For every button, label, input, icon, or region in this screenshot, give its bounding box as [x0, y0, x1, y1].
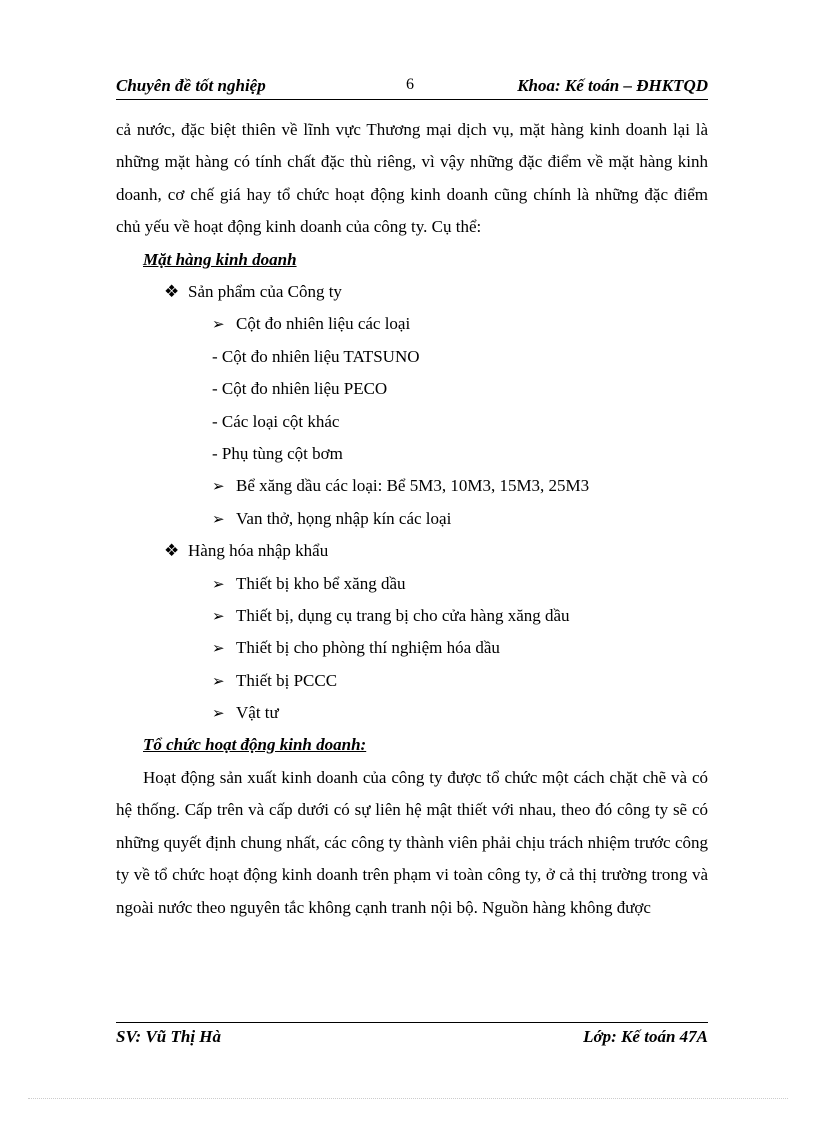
header-faculty: Khoa: Kế toán – ĐHKTQD [517, 76, 708, 95]
list-item-text: Bể xăng dầu các loại: Bể 5M3, 10M3, 15M3, 25M3 [236, 476, 590, 496]
arrow-bullet-icon: ➢ [212, 576, 225, 593]
arrow-bullet-icon: ➢ [212, 673, 225, 690]
list-item-text: Vật tư [236, 703, 279, 723]
list-item-text: - Phụ tùng cột bơm [212, 443, 343, 463]
group-products [116, 276, 708, 308]
group-label: Sản phẩm của Công ty [188, 282, 342, 302]
page-number: 6 [406, 76, 414, 93]
list-item [116, 308, 708, 340]
list-item [116, 470, 708, 502]
header-thesis-title: Chuyên đề tốt nghiệp [116, 76, 266, 95]
list-item-text: Thiết bị PCCC [236, 670, 338, 690]
arrow-bullet-icon: ➢ [212, 317, 225, 334]
group-imports [116, 535, 708, 567]
list-item-text: - Các loại cột khác [212, 411, 340, 431]
list-item [116, 406, 708, 438]
organization-paragraph: Hoạt động sản xuất kinh doanh của công ty được tổ chức một cách chặt chẽ và có hệ thống. Cấp trên và cấp dưới có sự liên hệ mật thiết với nhau, theo đó công ty sẽ có những quyết định chung nhất, các công ty thành viên phải chịu trách nhiệm trước công ty về tổ chức hoạt động kinh doanh trên phạm vi toàn công ty, ở cả thị trường trong và ngoài nước theo nguyên tắc không cạnh tranh nội bộ. Nguồn hàng không được [116, 767, 708, 917]
arrow-bullet-icon: ➢ [212, 511, 225, 528]
list-item-text: Cột đo nhiên liệu các loại [236, 314, 411, 334]
arrow-bullet-icon: ➢ [212, 479, 225, 496]
list-item [116, 438, 708, 470]
footer-class: Lớp: Kế toán 47A [583, 1027, 708, 1046]
list-item [116, 503, 708, 535]
list-item [116, 600, 708, 632]
arrow-bullet-icon: ➢ [212, 641, 225, 658]
list-item [116, 632, 708, 664]
section-heading-organization [116, 729, 708, 761]
product-list [116, 308, 708, 535]
list-item-text: Thiết bị, dụng cụ trang bị cho cửa hàng xăng dầu [236, 605, 570, 625]
list-item [116, 665, 708, 697]
arrow-bullet-icon: ➢ [212, 608, 225, 625]
list-item [116, 568, 708, 600]
diamond-bullet-icon: ❖ [164, 282, 180, 302]
section-title: Mặt hàng kinh doanh [143, 249, 297, 269]
page-body [116, 114, 708, 924]
diamond-bullet-icon: ❖ [164, 541, 180, 561]
list-item [116, 697, 708, 729]
section-heading-products [116, 244, 708, 276]
import-list [116, 568, 708, 730]
arrow-bullet-icon: ➢ [212, 706, 225, 723]
list-item-text: Thiết bị cho phòng thí nghiệm hóa dầu [236, 638, 500, 658]
footer-student: SV: Vũ Thị Hà [116, 1027, 222, 1046]
list-item-text: - Cột đo nhiên liệu PECO [212, 379, 388, 399]
page-footer [116, 1027, 708, 1051]
list-item [116, 341, 708, 373]
footer-divider [116, 1022, 708, 1023]
list-item-text: - Cột đo nhiên liệu TATSUNO [212, 346, 420, 366]
intro-paragraph: cả nước, đặc biệt thiên về lĩnh vực Thương mại dịch vụ, mặt hàng kinh doanh lại là những mặt hàng có tính chất đặc thù riêng, vì vậy những đặc điểm về mặt hàng kinh doanh, cơ chế giá hay tổ chức hoạt động kinh doanh cũng chính là những đặc điểm chủ yếu về hoạt động kinh doanh của công ty. Cụ thể: [116, 120, 708, 237]
page-header [116, 76, 708, 100]
section-title: Tổ chức hoạt động kinh doanh: [143, 735, 367, 755]
page-edge-divider [28, 1098, 788, 1099]
header-divider [116, 99, 708, 100]
group-label: Hàng hóa nhập khẩu [188, 541, 329, 561]
list-item [116, 373, 708, 405]
list-item-text: Thiết bị kho bể xăng dầu [236, 573, 406, 593]
list-item-text: Van thở, họng nhập kín các loại [236, 508, 452, 528]
